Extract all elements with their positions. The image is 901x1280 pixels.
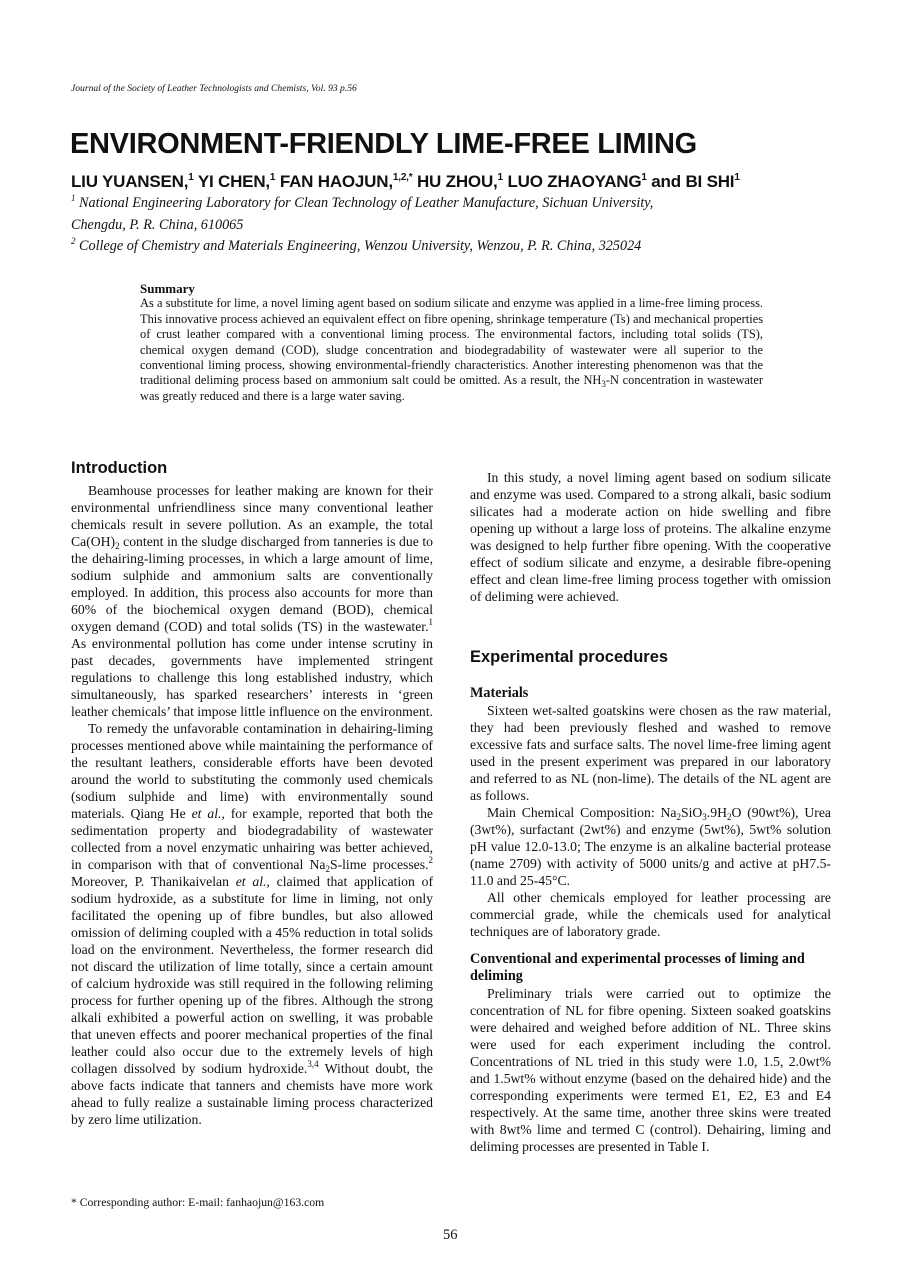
- text-run: for example, reported that both the sedimentation property and biodegradability of wastewater collected from a novel enzymatic unhairing was better achieved, in comparison with that of conventional Na: [71, 806, 433, 872]
- affiliation-text: College of Chemistry and Materials Engineering, Wenzou University, Wenzou, P. R. China, 325024: [79, 238, 642, 254]
- subsection-heading-materials: Materials: [470, 685, 529, 701]
- running-head: Journal of the Society of Leather Technologists and Chemists, Vol. 93 p.56: [71, 83, 357, 94]
- text-run: SiO: [680, 805, 703, 820]
- summary-heading: Summary: [140, 281, 195, 296]
- text-run: To remedy the unfavorable contamination in dehairing-liming processes mentioned above while maintaining the performance of the resultant leathers, considerable efforts have been devoted around the world to substituting the commonly used chemicals (sodium sulphide and lime) with environmentally sound materials. Qiang He: [71, 721, 433, 821]
- subscript: 2: [726, 812, 732, 822]
- author-affiliation-mark: 1,2,*: [392, 172, 413, 183]
- left-column: [71, 460, 433, 1128]
- right-column: [470, 469, 831, 1155]
- reference-mark: 3,4: [307, 1059, 319, 1069]
- paragraph: [71, 720, 433, 1128]
- corresponding-author-footnote: * Corresponding author: E-mail: fanhaojun@163.com: [71, 1196, 325, 1209]
- text-run: S-lime processes.: [329, 857, 429, 872]
- author: FAN HAOJUN,: [279, 172, 393, 191]
- author: and BI SHI: [651, 172, 735, 191]
- affiliation-mark: 2: [71, 236, 76, 246]
- paragraph: Sixteen wet-salted goatskins were chosen as the raw material, they had been previously fleshed and washed to remove excessive fats and surface salts. The novel lime-free liming agent used in the present experiment was prepared in our laboratory and referred to as NL (non-lime). The details of the NL agent are as follows.: [470, 703, 831, 803]
- text-run: Main Chemical Composition: Na: [487, 805, 677, 820]
- subsection-heading-conventional-processes: Conventional and experimental processes of liming and deliming: [470, 951, 805, 984]
- text-run: O (90wt%), Urea (3wt%), surfactant (2wt%) and enzyme (5wt%), 5wt% solution pH value 12.0-13.0; The enzyme is an alkaline bacterial protease (name 2709) with activity of 5000 units/g and active at pH7.5-11.0 and 25-45°C.: [470, 805, 832, 888]
- text-run: Beamhouse processes for leather making are known for their environmental unfriendliness since many conventional leather chemicals result in severe pollution. As an example, the total Ca(OH): [71, 483, 433, 549]
- summary-text: [140, 296, 763, 404]
- reference-mark: 1: [428, 617, 433, 627]
- paragraph: Preliminary trials were carried out to optimize the concentration of NL for fibre opening. Sixteen soaked goatskins were dehaired and weighed before addition of NL. Three skins were used for each experiment including the control. Concentrations of NL tried in this study were 1.0, 1.5, 2.0wt% and 1.5wt% without enzyme (based on the dehaired hide) and the corresponding experiments were termed E1, E2, E3 and E4 respectively. At the same time, another three skins were treated with 8wt% lime and termed C (control). Dehairing, liming and deliming processes are presented in Table I.: [470, 986, 831, 1154]
- affiliation-text: Chengdu, P. R. China, 610065: [71, 217, 244, 233]
- affiliation-1: [71, 195, 653, 212]
- section-heading-experimental: Experimental procedures: [470, 648, 669, 666]
- text-run: Moreover, P. Thanikaivelan: [71, 874, 236, 889]
- et-al: et al.,: [191, 806, 225, 821]
- text-run: claimed that application of sodium hydroxide, as a substitute for lime in liming, not only facilitated the opening up of fibre bundles, but also allowed omission of deliming coupled with a 45% reduction in total solids load on the environment. Nevertheless, the former research did not discard the utilization of lime totally, since a certain amount of calcium hydroxide was still required in the following reliming process for further opening up of the fibres. Although the strong alkali exhibited a powerful action on swelling, it was probable that uneven effects and poorer mechanical properties of the final leather could also occur due to the extremely levels of high collagen dissolved by sodium hydroxide.: [71, 874, 433, 1076]
- author: LUO ZHAOYANG: [507, 172, 642, 191]
- author-list: [71, 172, 740, 192]
- author-affiliation-mark: 1: [497, 172, 503, 183]
- subscript: 2: [325, 864, 330, 874]
- article-title: ENVIRONMENT-FRIENDLY LIME-FREE LIMING: [70, 128, 697, 160]
- paragraph: [71, 482, 433, 720]
- author-affiliation-mark: 1: [269, 172, 276, 183]
- affiliation-1-continued: [71, 217, 243, 234]
- author: YI CHEN,: [197, 172, 270, 191]
- author-affiliation-mark: 1: [641, 172, 647, 183]
- text-run: As environmental pollution has come under intense scrutiny in past decades, governments have implemented stringent regulations to challenge this long established industry, which simultaneously, has sparked researchers’ interests in ‘green leather chemicals’ that impose little influence on the environment.: [71, 636, 433, 719]
- text-run: Without doubt, the above facts indicate that tanners and chemists have more work ahead to fully realize a sustainable liming process characterized by zero lime utilization.: [71, 1061, 433, 1127]
- subscript: 2: [115, 541, 120, 551]
- author: HU ZHOU,: [416, 172, 498, 191]
- affiliation-2: [71, 238, 641, 255]
- subscript: 2: [676, 812, 681, 822]
- et-al: et al.,: [235, 874, 270, 889]
- reference-mark: 2: [428, 855, 433, 865]
- text-run: .9H: [706, 805, 727, 820]
- paragraph: [470, 804, 831, 889]
- subscript: 3: [601, 379, 606, 390]
- summary-text-part: -N concentration in wastewater was greatly reduced and there is a large water saving.: [140, 373, 763, 403]
- paragraph: In this study, a novel liming agent based on sodium silicate and enzyme was used. Compared to a strong alkali, basic sodium silicates had a moderate action on hide swelling and fibre opening up without a large loss of proteins. The alkaline enzyme was designed to help further fibre opening. With the cooperative effect of sodium silicate and enzyme, a desirable fibre-opening effect and clean lime-free liming process together with omission of deliming were achieved.: [470, 470, 831, 604]
- page-number: 56: [443, 1227, 458, 1243]
- paragraph: All other chemicals employed for leather processing are commercial grade, while the chemicals used for analytical techniques are of laboratory grade.: [470, 890, 831, 939]
- section-heading-introduction: Introduction: [71, 459, 168, 477]
- author: LIU YUANSEN,: [71, 172, 189, 191]
- text-run: content in the sludge discharged from tanneries is due to the dehairing-liming processes, in which a large amount of lime, sodium sulphide and ammonium salts are conventionally employed. In addition, this process also accounts for more than 60% of the biochemical oxygen demand (BOD), chemical oxygen demand (COD) and total solids (TS) in the wastewater.: [71, 534, 433, 634]
- summary-block: [140, 281, 763, 404]
- author-affiliation-mark: 1: [734, 172, 740, 183]
- affiliation-mark: 1: [71, 193, 76, 203]
- subscript: 3: [702, 812, 707, 822]
- author-affiliation-mark: 1: [188, 172, 194, 183]
- affiliation-text: National Engineering Laboratory for Clean Technology of Leather Manufacture, Sichuan University,: [79, 195, 654, 211]
- summary-text-part: As a substitute for lime, a novel liming agent based on sodium silicate and enzyme was applied in a lime-free liming process. This innovative process achieved an equivalent effect on fibre opening, shrinkage temperature (Ts) and mechanical properties of crust leather compared with a conventional liming process. The environmental factors, including total solids (TS), chemical oxygen demand (COD), sludge concentration and biodegradability of wastewater were all superior to the conventional liming process, showing environmental-friendly characteristics. Another interesting phenomenon was that the traditional deliming process based on ammonium salt could be omitted. As a result, the NH: [140, 296, 764, 388]
